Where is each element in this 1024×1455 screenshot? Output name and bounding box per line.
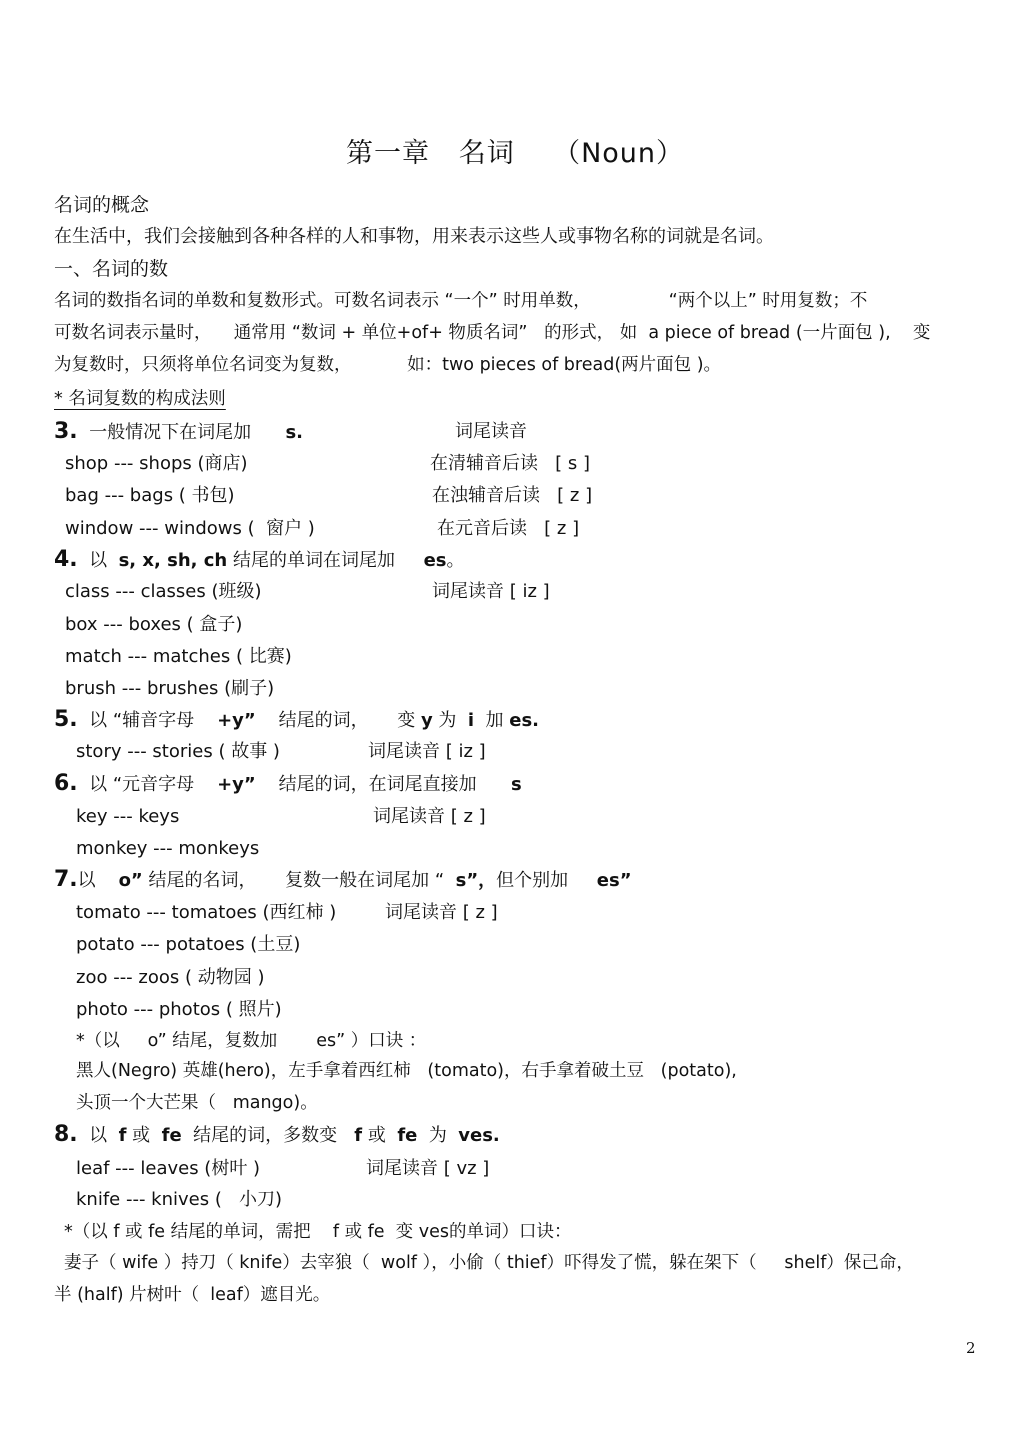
rule-text: 加: [485, 710, 504, 731]
rule-4: [54, 548, 465, 573]
example-word: tomato --- tomatoes (西红柿 ): [76, 902, 337, 923]
rule-letter-f: f: [118, 1125, 127, 1146]
rule-text: 以: [89, 550, 108, 571]
rule-3-reading: 词尾读音: [455, 421, 527, 442]
rule-text: 或: [132, 1125, 151, 1146]
rule-text: 结尾的词， 变: [278, 710, 416, 731]
rule-suffix-es: es”: [596, 870, 632, 891]
rule-suffix: s.: [285, 422, 304, 443]
rule-suffix: es: [423, 550, 447, 571]
rule-number: 6.: [54, 771, 78, 796]
example-word: potato --- potatoes (土豆): [76, 934, 301, 955]
example-word: leaf --- leaves (树叶 ): [76, 1158, 261, 1179]
rule-text: 为: [428, 1125, 447, 1146]
example-word: box --- boxes ( 盒子): [65, 614, 243, 635]
rule-number: 3.: [54, 419, 78, 444]
mnemonic-line: 黑人(Negro) 英雄(hero)，左手拿着西红柿 (tomato)，右手拿着破土豆 (potato),: [76, 1061, 737, 1081]
rules-heading: * 名词复数的构成法则: [54, 389, 226, 409]
rule-end: 。: [446, 550, 465, 571]
rule-text: 以: [77, 870, 96, 891]
rule-number: 4.: [54, 547, 78, 572]
rule-text: 结尾的词，在词尾直接加: [278, 774, 477, 795]
paragraph-line-1: 名词的数指名词的单数和复数形式。可数名词表示 “一个” 时用单数， “两个以上” 时用复数；不: [54, 291, 868, 311]
rule-text: 一般情况下在词尾加: [89, 422, 252, 443]
example-word: knife --- knives ( 小刀): [76, 1189, 283, 1210]
rule-number: 7.: [54, 867, 78, 892]
page-number: 2: [966, 1339, 976, 1357]
rule-number: 5.: [54, 707, 78, 732]
example-sound: 词尾读音 [ iz ]: [432, 581, 550, 602]
paragraph-line-2: 可数名词表示量时， 通常用 “数词 + 单位+of+ 物质名词” 的形式， 如 a piece of bread (一片面包 ), 变: [54, 323, 931, 343]
rule-text: 为: [438, 710, 457, 731]
example-word: brush --- brushes (刷子): [65, 678, 275, 699]
example-sound: 在清辅音后读 [ s ]: [430, 453, 591, 474]
mnemonic-line: 头顶一个大芒果（ mango)。: [76, 1093, 318, 1113]
rule-suffix: ves.: [458, 1125, 500, 1146]
example-sound: 词尾读音 [ vz ]: [366, 1158, 490, 1179]
rule-letters: s, x, sh, ch: [118, 550, 228, 571]
rule-7: [54, 868, 632, 893]
rule-text: 或: [367, 1125, 386, 1146]
example-sound: 在元音后读 [ z ]: [437, 518, 580, 539]
example-word: monkey --- monkeys: [76, 838, 260, 859]
rule-text: 结尾的词，多数变: [193, 1125, 338, 1146]
example-word: class --- classes (班级): [65, 581, 262, 602]
concept-heading: 名词的概念: [54, 194, 150, 216]
example-word: key --- keys: [76, 806, 180, 827]
rule-text: 结尾的名词， 复数一般在词尾加 “: [148, 870, 445, 891]
rule-letters: o”: [118, 870, 143, 891]
rule-3: [54, 420, 303, 445]
rule-text: 但个别加: [496, 870, 569, 891]
example-sound: 词尾读音 [ z ]: [373, 806, 486, 827]
example-word: window --- windows ( 窗户 ): [65, 518, 315, 539]
mnemonic-note: *（以 f 或 fe 结尾的单词，需把 f 或 fe 变 ves的单词）口诀：: [64, 1222, 572, 1242]
rule-8: [54, 1123, 500, 1148]
mnemonic-line: 半 (half) 片树叶（ leaf）遮目光。: [54, 1285, 331, 1305]
example-word: story --- stories ( 故事 ): [76, 741, 280, 762]
concept-text: 在生活中，我们会接触到各种各样的人和事物，用来表示这些人或事物名称的词就是名词。: [54, 226, 774, 247]
rule-suffix: es.: [509, 710, 539, 731]
rule-5: [54, 708, 539, 733]
page-title: 第一章 名词 （Noun）: [346, 138, 685, 169]
example-sound: 词尾读音 [ iz ]: [368, 741, 486, 762]
rule-letter-f: f: [354, 1125, 363, 1146]
rule-text: 以 “辅音字母: [89, 710, 195, 731]
rule-suffix: s”，: [455, 870, 497, 891]
rule-text: 结尾的单词在词尾加: [232, 550, 395, 571]
paragraph-line-3: 为复数时，只须将单位名词变为复数， 如：two pieces of bread(两片面包 )。: [54, 355, 722, 375]
rule-letters-fe: fe: [397, 1125, 418, 1146]
rule-text: 以 “元音字母: [89, 774, 195, 795]
mnemonic-note: *（以 o” 结尾，复数加 es” ）口诀 ：: [76, 1031, 427, 1051]
rule-number: 8.: [54, 1122, 78, 1147]
rule-suffix: s: [510, 774, 522, 795]
mnemonic-line: 妻子（ wife ）持刀（ knife）去宰狼（ wolf ），小偷（ thief）吓得发了慌，躲在架下（ shelf）保己命，: [64, 1253, 914, 1273]
example-word: bag --- bags ( 书包): [65, 485, 235, 506]
example-sound: 在浊辅音后读 [ z ]: [432, 485, 593, 506]
section-heading: 一、名词的数: [54, 258, 169, 280]
example-word: zoo --- zoos ( 动物园 ): [76, 967, 265, 988]
rule-letter-y: y: [420, 710, 433, 731]
example-word: photo --- photos ( 照片): [76, 999, 282, 1020]
rule-letters: +y”: [217, 774, 256, 795]
example-word: match --- matches ( 比赛): [65, 646, 292, 667]
rule-6: [54, 772, 522, 797]
rule-letters: +y”: [217, 710, 256, 731]
rule-letter-i: i: [467, 710, 475, 731]
rule-text: 以: [89, 1125, 108, 1146]
example-sound: 词尾读音 [ z ]: [385, 902, 498, 923]
rule-letters-fe: fe: [161, 1125, 182, 1146]
example-word: shop --- shops (商店): [65, 453, 248, 474]
